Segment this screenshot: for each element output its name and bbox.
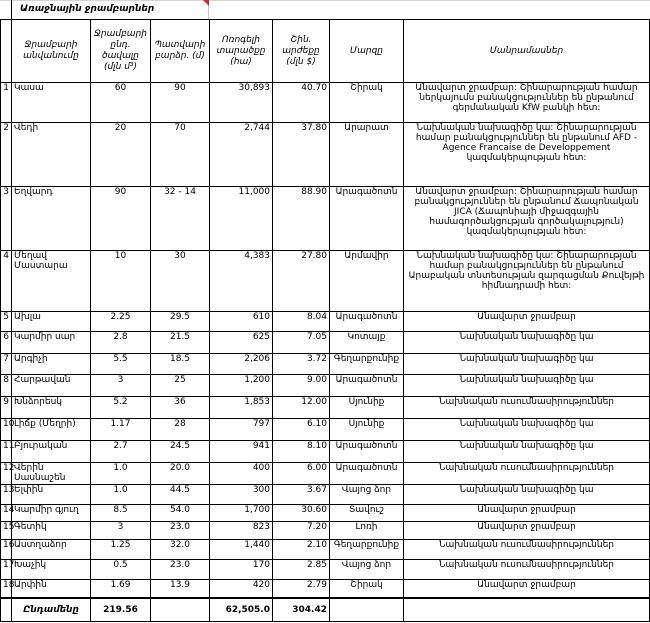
reservoir-name-cell[interactable]: Մեղավ Մաստարա (12, 251, 91, 312)
total-region-cell[interactable] (330, 598, 404, 622)
row-index-cell[interactable]: 17 (1, 560, 12, 580)
header-name[interactable]: Ջրամբարի անվանումը (12, 20, 91, 83)
reservoir-name-cell[interactable]: Խաչիկ (12, 560, 91, 580)
sheet-title[interactable]: Առաջնային ջրամբարներ (11, 0, 209, 19)
details-cell[interactable]: Անավարտ ջրամբար (404, 505, 650, 522)
reservoir-name-cell[interactable]: Կարմիր գյուղ (12, 505, 91, 522)
table-row (1, 522, 650, 540)
volume-cell[interactable]: 2.8 (91, 332, 151, 354)
header-region[interactable]: Մարզը (330, 20, 404, 83)
irrigated-area-cell[interactable]: 170 (210, 560, 273, 580)
header-row (1, 20, 650, 83)
volume-cell[interactable]: 60 (91, 83, 151, 123)
irrigated-area-cell[interactable]: 610 (210, 312, 273, 332)
row-index-cell[interactable]: 1 (1, 83, 12, 123)
reservoir-name-cell[interactable]: Աստղաձոր (12, 540, 91, 560)
row-index-cell[interactable]: 14 (1, 505, 12, 522)
table-row (1, 312, 650, 332)
volume-cell[interactable]: 1.25 (91, 540, 151, 560)
table-row (1, 187, 650, 251)
dam-height-cell[interactable]: 20.0 (151, 463, 210, 485)
region-cell[interactable]: Կոտայք (330, 332, 404, 354)
volume-cell[interactable]: 8.5 (91, 505, 151, 522)
dam-height-cell[interactable]: 28 (151, 419, 210, 441)
total-volume-cell[interactable]: 219.56 (91, 598, 151, 622)
details-cell[interactable]: Անավարտ ջրամբար (404, 522, 650, 540)
row-index-cell[interactable]: 13 (1, 485, 12, 505)
region-cell[interactable]: Արարատ (330, 123, 404, 187)
cost-cell[interactable]: 37.80 (273, 123, 330, 187)
table-row (1, 123, 650, 187)
table-row (1, 560, 650, 580)
irrigated-area-cell[interactable]: 2,744 (210, 123, 273, 187)
dam-height-cell[interactable]: 25 (151, 375, 210, 397)
reservoir-name-cell[interactable]: Կարմիր սար (12, 332, 91, 354)
details-cell[interactable]: Նախնական ուսումնասիրություններ (404, 397, 650, 419)
row-index-cell[interactable]: 3 (1, 187, 12, 251)
dam-height-cell[interactable]: 36 (151, 397, 210, 419)
irrigated-area-cell[interactable]: 1,700 (210, 505, 273, 522)
total-details-cell[interactable] (404, 598, 650, 622)
table-row (1, 580, 650, 598)
region-cell[interactable]: Շիրակ (330, 83, 404, 123)
details-cell[interactable]: Անավարտ ջրամբար: Շինարարության համար բանակցություններ են ընթանում Ճապոնական JICA (Ճապոնիայի միջազգային համագործակցության գործակալություն) կազմակերպության հետ: (404, 187, 650, 251)
total-area-cell[interactable]: 62,505.0 (210, 598, 273, 622)
details-cell[interactable]: Նախնական նախագիծը կա (404, 441, 650, 463)
irrigated-area-cell[interactable]: 1,440 (210, 540, 273, 560)
header-index[interactable] (1, 20, 12, 83)
reservoir-name-cell[interactable]: Լիճք (Մեղրի) (12, 419, 91, 441)
total-index-cell[interactable] (1, 598, 12, 622)
volume-cell[interactable]: 90 (91, 187, 151, 251)
region-cell[interactable]: Սյունիք (330, 419, 404, 441)
row-index-cell[interactable]: 4 (1, 251, 12, 312)
volume-cell[interactable]: 5.2 (91, 397, 151, 419)
dam-height-cell[interactable]: 21.5 (151, 332, 210, 354)
details-cell[interactable]: Նախնական նախագիծը կա (404, 332, 650, 354)
region-cell[interactable]: Արագածոտն (330, 187, 404, 251)
details-cell[interactable]: Անավարտ ջրամբար (404, 312, 650, 332)
region-cell[interactable]: Գեղարքունիք (330, 540, 404, 560)
irrigated-area-cell[interactable]: 11,000 (210, 187, 273, 251)
total-cost-cell[interactable]: 304.42 (273, 598, 330, 622)
table-row (1, 83, 650, 123)
row-index-cell[interactable]: 11 (1, 441, 12, 463)
reservoir-name-cell[interactable]: Ելփին (12, 485, 91, 505)
cost-cell[interactable]: 12.00 (273, 397, 330, 419)
cost-cell[interactable]: 7.05 (273, 332, 330, 354)
header-height[interactable]: Պատվարի բարձր. (մ) (151, 20, 210, 83)
reservoir-name-cell[interactable]: Արփին (12, 580, 91, 598)
row-index-cell[interactable]: 9 (1, 397, 12, 419)
volume-cell[interactable]: 20 (91, 123, 151, 187)
details-cell[interactable]: Նախնական ուսումնասիրություններ (404, 463, 650, 485)
irrigated-area-cell[interactable]: 4,383 (210, 251, 273, 312)
details-cell[interactable]: Նախնական նախագիծը կա: Շինարարության համար բանակցություններ են ընթանում Արաբական տնտեսության զարգացման Քուվեյթի հիմնադրամի հետ: (404, 251, 650, 312)
dam-height-cell[interactable]: 18.5 (151, 354, 210, 375)
cost-cell[interactable]: 3.67 (273, 485, 330, 505)
irrigated-area-cell[interactable]: 941 (210, 441, 273, 463)
region-cell[interactable]: Արմավիր (330, 251, 404, 312)
irrigated-area-cell[interactable]: 823 (210, 522, 273, 540)
cost-cell[interactable]: 6.10 (273, 419, 330, 441)
irrigated-area-cell[interactable]: 400 (210, 463, 273, 485)
region-cell[interactable]: Սյունիք (330, 397, 404, 419)
row-index-cell[interactable]: 18 (1, 580, 12, 598)
volume-cell[interactable]: 2.25 (91, 312, 151, 332)
details-cell[interactable]: Նախնական նախագիծը կա (404, 485, 650, 505)
cost-cell[interactable]: 2.10 (273, 540, 330, 560)
header-cost[interactable]: Շին. արժեքը (մլն $) (273, 20, 330, 83)
table-row (1, 375, 650, 397)
cost-cell[interactable]: 88.90 (273, 187, 330, 251)
details-cell[interactable]: Նախնական նախագիծը կա (404, 354, 650, 375)
cost-cell[interactable]: 3.72 (273, 354, 330, 375)
dam-height-cell[interactable]: 23.0 (151, 522, 210, 540)
irrigated-area-cell[interactable]: 30,893 (210, 83, 273, 123)
details-cell[interactable]: Նախնական նախագիծը կա (404, 375, 650, 397)
table-row (1, 463, 650, 485)
volume-cell[interactable]: 3 (91, 375, 151, 397)
volume-cell[interactable]: 1.0 (91, 463, 151, 485)
cost-cell[interactable]: 6.00 (273, 463, 330, 485)
row-index-cell[interactable]: 5 (1, 312, 12, 332)
cost-cell[interactable]: 2.79 (273, 580, 330, 598)
details-cell[interactable]: Անավարտ ջրամբար (404, 580, 650, 598)
comment-indicator-icon (203, 0, 209, 6)
region-cell[interactable]: Արագածոտն (330, 312, 404, 332)
table-row (1, 441, 650, 463)
dam-height-cell[interactable]: 32 - 14 (151, 187, 210, 251)
irrigated-area-cell[interactable]: 797 (210, 419, 273, 441)
cost-cell[interactable]: 30.60 (273, 505, 330, 522)
dam-height-cell[interactable]: 13.9 (151, 580, 210, 598)
dam-height-cell[interactable]: 24.5 (151, 441, 210, 463)
reservoir-name-cell[interactable]: Բյուրական (12, 441, 91, 463)
table-row (1, 505, 650, 522)
volume-cell[interactable]: 0.5 (91, 560, 151, 580)
total-label-cell[interactable]: Ընդամենը (12, 598, 91, 622)
volume-cell[interactable]: 1.69 (91, 580, 151, 598)
cost-cell[interactable]: 9.00 (273, 375, 330, 397)
reservoir-name-cell[interactable]: Եղվարդ (12, 187, 91, 251)
reservoir-name-cell[interactable]: Խնձորեսկ (12, 397, 91, 419)
cost-cell[interactable]: 40.70 (273, 83, 330, 123)
row-index-cell[interactable]: 10 (1, 419, 12, 441)
cost-cell[interactable]: 8.10 (273, 441, 330, 463)
region-cell[interactable]: Վայոց ձոր (330, 485, 404, 505)
volume-cell[interactable]: 5.5 (91, 354, 151, 375)
dam-height-cell[interactable]: 70 (151, 123, 210, 187)
dam-height-cell[interactable]: 90 (151, 83, 210, 123)
cost-cell[interactable]: 2.85 (273, 560, 330, 580)
row-index-cell[interactable]: 16 (1, 540, 12, 560)
table-row (1, 354, 650, 375)
volume-cell[interactable]: 10 (91, 251, 151, 312)
volume-cell[interactable]: 3 (91, 522, 151, 540)
region-cell[interactable]: Արագածոտն (330, 375, 404, 397)
reservoir-name-cell[interactable]: Արգիչի (12, 354, 91, 375)
reservoir-name-cell[interactable]: Ախլա (12, 312, 91, 332)
irrigated-area-cell[interactable]: 1,853 (210, 397, 273, 419)
irrigated-area-cell[interactable]: 625 (210, 332, 273, 354)
volume-cell[interactable]: 2.7 (91, 441, 151, 463)
row-index-cell[interactable]: 2 (1, 123, 12, 187)
table-row (1, 251, 650, 312)
region-cell[interactable]: Լոռի (330, 522, 404, 540)
table-body (1, 83, 650, 622)
title-row (0, 0, 650, 20)
region-cell[interactable]: Արագածոտն (330, 463, 404, 485)
cost-cell[interactable]: 8.04 (273, 312, 330, 332)
details-cell[interactable]: Նախնական նախագիծը կա (404, 419, 650, 441)
irrigated-area-cell[interactable]: 420 (210, 580, 273, 598)
row-index-cell[interactable]: 8 (1, 375, 12, 397)
table-row (1, 540, 650, 560)
reservoir-name-cell[interactable]: Կասա (12, 83, 91, 123)
reservoir-name-cell[interactable]: Հարթավան (12, 375, 91, 397)
dam-height-cell[interactable]: 54.0 (151, 505, 210, 522)
total-row (1, 598, 650, 622)
dam-height-cell[interactable]: 44.5 (151, 485, 210, 505)
volume-cell[interactable]: 1.17 (91, 419, 151, 441)
header-details[interactable]: Մանրամասներ (404, 20, 650, 83)
irrigated-area-cell[interactable]: 1,200 (210, 375, 273, 397)
table-row (1, 397, 650, 419)
irrigated-area-cell[interactable]: 300 (210, 485, 273, 505)
dam-height-cell[interactable]: 23.0 (151, 560, 210, 580)
row-index-cell[interactable]: 7 (1, 354, 12, 375)
irrigated-area-cell[interactable]: 2,206 (210, 354, 273, 375)
cost-cell[interactable]: 7.20 (273, 522, 330, 540)
row-index-cell[interactable]: 12 (1, 463, 12, 485)
table-row (1, 485, 650, 505)
table-row (1, 419, 650, 441)
dam-height-cell[interactable]: 30 (151, 251, 210, 312)
total-height-cell[interactable] (151, 598, 210, 622)
dam-height-cell[interactable]: 32.0 (151, 540, 210, 560)
region-cell[interactable]: Գեղարքունիք (330, 354, 404, 375)
table-row (1, 332, 650, 354)
reservoir-table (0, 19, 650, 622)
row-index-cell[interactable]: 6 (1, 332, 12, 354)
details-cell[interactable]: Նախնական նախագիծը կա: Շինարարության համար բանակցություններ են ընթանում AFD - Agence Francaise de Developpement կազմակերպության հետ: (404, 123, 650, 187)
details-cell[interactable]: Նախնական ուսումնասիրություններ (404, 540, 650, 560)
reservoir-name-cell[interactable]: Վերին Սասնաշեն (12, 463, 91, 485)
region-cell[interactable]: Տավուշ (330, 505, 404, 522)
dam-height-cell[interactable]: 29.5 (151, 312, 210, 332)
row-index-cell[interactable]: 15 (1, 522, 12, 540)
cost-cell[interactable]: 27.80 (273, 251, 330, 312)
details-cell[interactable]: Նախնական ուսումնասիրություններ (404, 560, 650, 580)
region-cell[interactable]: Շիրակ (330, 580, 404, 598)
region-cell[interactable]: Արագածոտն (330, 441, 404, 463)
region-cell[interactable]: Վայոց ձոր (330, 560, 404, 580)
reservoir-name-cell[interactable]: Վեդի (12, 123, 91, 187)
details-cell[interactable]: Անավարտ ջրամբար: Շինարարության համար ներկայումս բանակցություններ են ընթանում գերմանական KfW բանկի հետ: (404, 83, 650, 123)
header-area[interactable]: Ոռոգելի տարածքը (հա) (210, 20, 273, 83)
reservoir-name-cell[interactable]: Գետիկ (12, 522, 91, 540)
header-volume[interactable]: Ջրամբարի ընդ. ծավալը (մլն մ³) (91, 20, 151, 83)
volume-cell[interactable]: 1.0 (91, 485, 151, 505)
